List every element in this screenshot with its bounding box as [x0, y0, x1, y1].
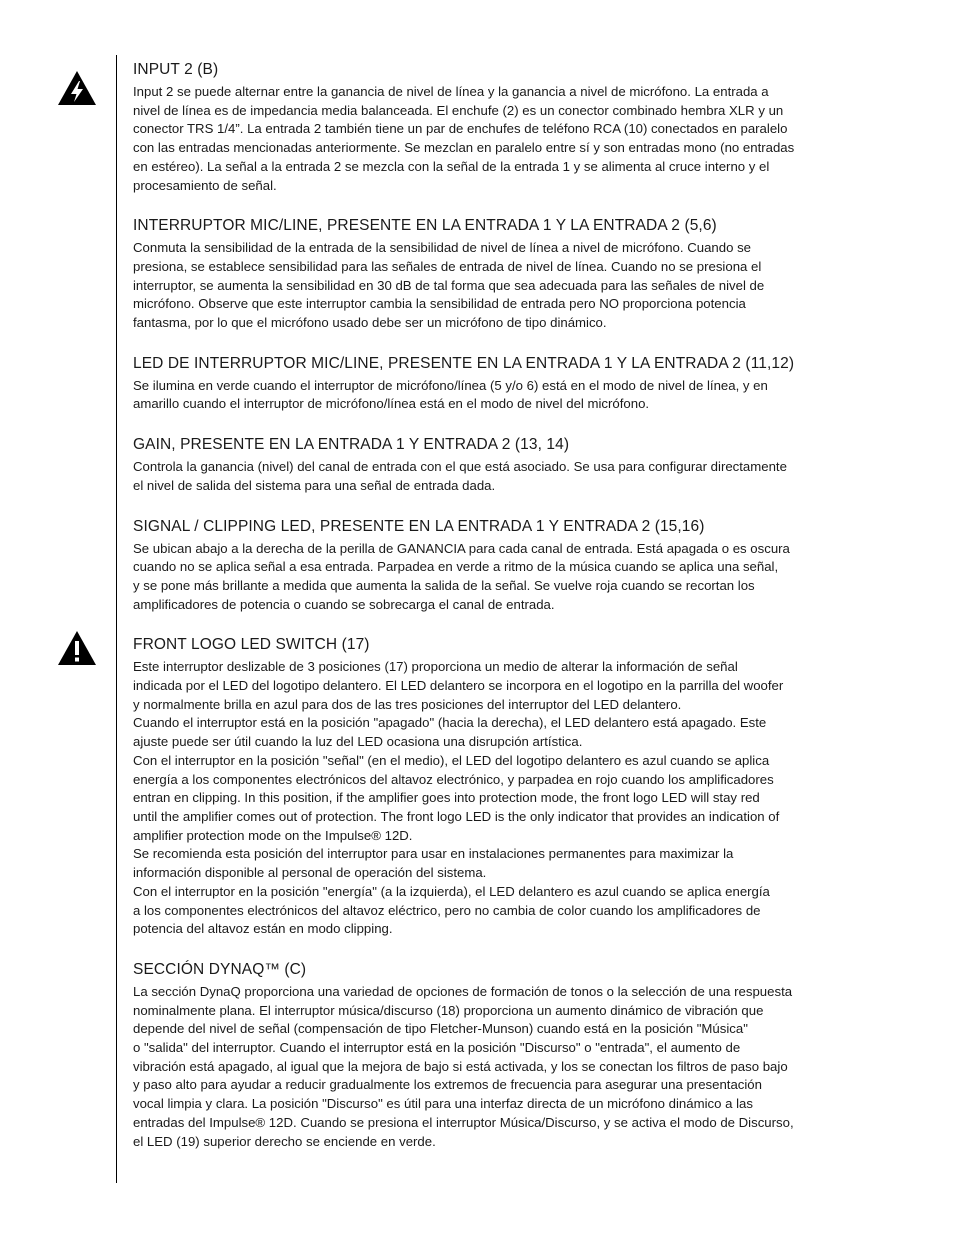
section-front-logo-led-switch	[133, 635, 878, 939]
caution-warning-icon	[57, 630, 97, 666]
section-mic-line-switch	[133, 216, 878, 333]
margin-rule	[116, 55, 117, 1183]
document-body	[133, 60, 878, 1172]
section-mic-line-led	[133, 354, 878, 414]
section-text: Controla la ganancia (nivel) del canal de entrada con el que está asociado. Se usa para configurar directamente el nivel de salida del sistema para una señal de entrada dada.	[133, 459, 787, 493]
section-input-2	[133, 60, 878, 195]
section-heading: LED DE INTERRUPTOR MIC/LINE, PRESENTE EN LA ENTRADA 1 Y LA ENTRADA 2 (11,12)	[133, 354, 795, 372]
section-text: La sección DynaQ proporciona una variedad de opciones de formación de tonos o la selección de una respuesta nominalmente plana. El interruptor música/discurso (18) proporciona un aumento dinámico de vibración que depende del nivel de señal (compensación de tipo Fletcher-Munson) cuando está en la posición "Música" o "salida" del interruptor. Cuando el interruptor está en la posición "Discurso" o "entrada", el aumento de vibración está apagado, al igual que la mejora de bajo si está activada, y los se conectan los filtros de paso bajo y paso alto para ayudar a reducir gradualmente los extremos de frecuencia para asegurar una presentación vocal limpia y clara. La posición "Discurso" es útil para una interfaz directa de un micrófono dinámico a las entradas del Impulse® 12D. Cuando se presiona el interruptor Música/Discurso, y se activa el modo de Discurso, el LED (19) superior derecho se enciende en verde.	[133, 983, 794, 1149]
electric-hazard-warning-icon	[57, 70, 97, 106]
section-gain	[133, 435, 878, 495]
section-text: Conmuta la sensibilidad de la entrada de la sensibilidad de nivel de línea a nivel de micrófono. Cuando se presiona, se establece sensibilidad para las señales de entrada de nivel de línea. Cuando no se presiona el interruptor, se aumenta la sensibilidad en 30 dB de tal forma que sea adecuada para las señales de nivel de micrófono. Observe que este interruptor cambia la sensibilidad de entrada pero NO proporciona potencia fantasma, por lo que el micrófono usado debe ser un micrófono de tipo dinámico.	[133, 240, 765, 331]
section-text: Este interruptor deslizable de 3 posiciones (17) proporciona un medio de alterar la información de señal indicada por el LED del logotipo delantero. El LED delantero se incorpora en el logotipo en la parrilla del woofer y normalmente brilla en azul para dos de las tres posiciones del interruptor del LED delantero. Cuando el interruptor está en la posición "apagado" (hacia la derecha), el LED delantero está apagado. Este ajuste puede ser útil cuando la luz del LED ocasiona una disrupción artística. Con el interruptor en la posición "señal" (en el medio), el LED del logotipo delantero es azul cuando se aplica energía a los componentes electrónicos del altavoz electrónico, y parpadea en rojo cuando los amplificadores entran en clipping. In this position, if the amplifier goes into protection mode, the front logo LED will stay red until the amplifier comes out of protection. The front logo LED is the only indicator that provides an indication of amplifier protection mode on the Impulse® 12D. Se recomienda esta posición del interruptor para usar en instalaciones permanentes para maximizar la información disponible al personal de operación del sistema. Con el interruptor en la posición "energía" (a la izquierda), el LED delantero es azul cuando se aplica energía a los componentes electrónicos del altavoz eléctrico, pero no cambia de color cuando los amplificadores de potencia del altavoz están en modo clipping.	[133, 659, 784, 937]
section-signal-clipping-led	[133, 517, 878, 615]
section-text: Input 2 se puede alternar entre la ganancia de nivel de línea y la ganancia a nivel de micrófono. La entrada a nivel de línea es de impedancia media balanceada. El enchufe (2) es un conector combinado hembra XLR y un conector TRS 1/4”. La entrada 2 también tiene un par de enchufes de teléfono RCA (10) conectados en paralelo con las entradas mencionadas anteriormente. Se mezclan en paralelo entre sí y son entradas mono (no entradas en estéreo). La señal a la entrada 2 se mezcla con la señal de la entrada 1 y se alimenta al cruce interno y el procesamiento de señal.	[133, 84, 795, 193]
section-heading: GAIN, PRESENTE EN LA ENTRADA 1 Y ENTRADA 2 (13, 14)	[133, 436, 570, 454]
section-heading: INTERRUPTOR MIC/LINE, PRESENTE EN LA ENTRADA 1 Y LA ENTRADA 2 (5,6)	[133, 217, 717, 235]
section-heading: INPUT 2 (B)	[133, 61, 219, 78]
section-dynaq	[133, 960, 878, 1151]
section-heading: SIGNAL / CLIPPING LED, PRESENTE EN LA ENTRADA 1 Y ENTRADA 2 (15,16)	[133, 517, 705, 535]
section-text: Se ubican abajo a la derecha de la perilla de GANANCIA para cada canal de entrada. Está apagada o es oscura cuando no se aplica señal a esa entrada. Parpadea en verde a ritmo de la música cuando se aplica una señal, y se pone más brillante a medida que aumenta la salida de la señal. Se vuelve roja cuando se recortan los amplificadores de potencia o cuando se sobrecarga el canal de entrada.	[133, 540, 790, 612]
section-heading: SECCIÓN DYNAQ™ (C)	[133, 960, 307, 978]
section-heading: FRONT LOGO LED SWITCH (17)	[133, 636, 370, 654]
section-text: Se ilumina en verde cuando el interruptor de micrófono/línea (5 y/o 6) está en el modo de nivel de línea, y en amarillo cuando el interruptor de micrófono/línea está en el modo de nivel del micrófono.	[133, 377, 768, 412]
